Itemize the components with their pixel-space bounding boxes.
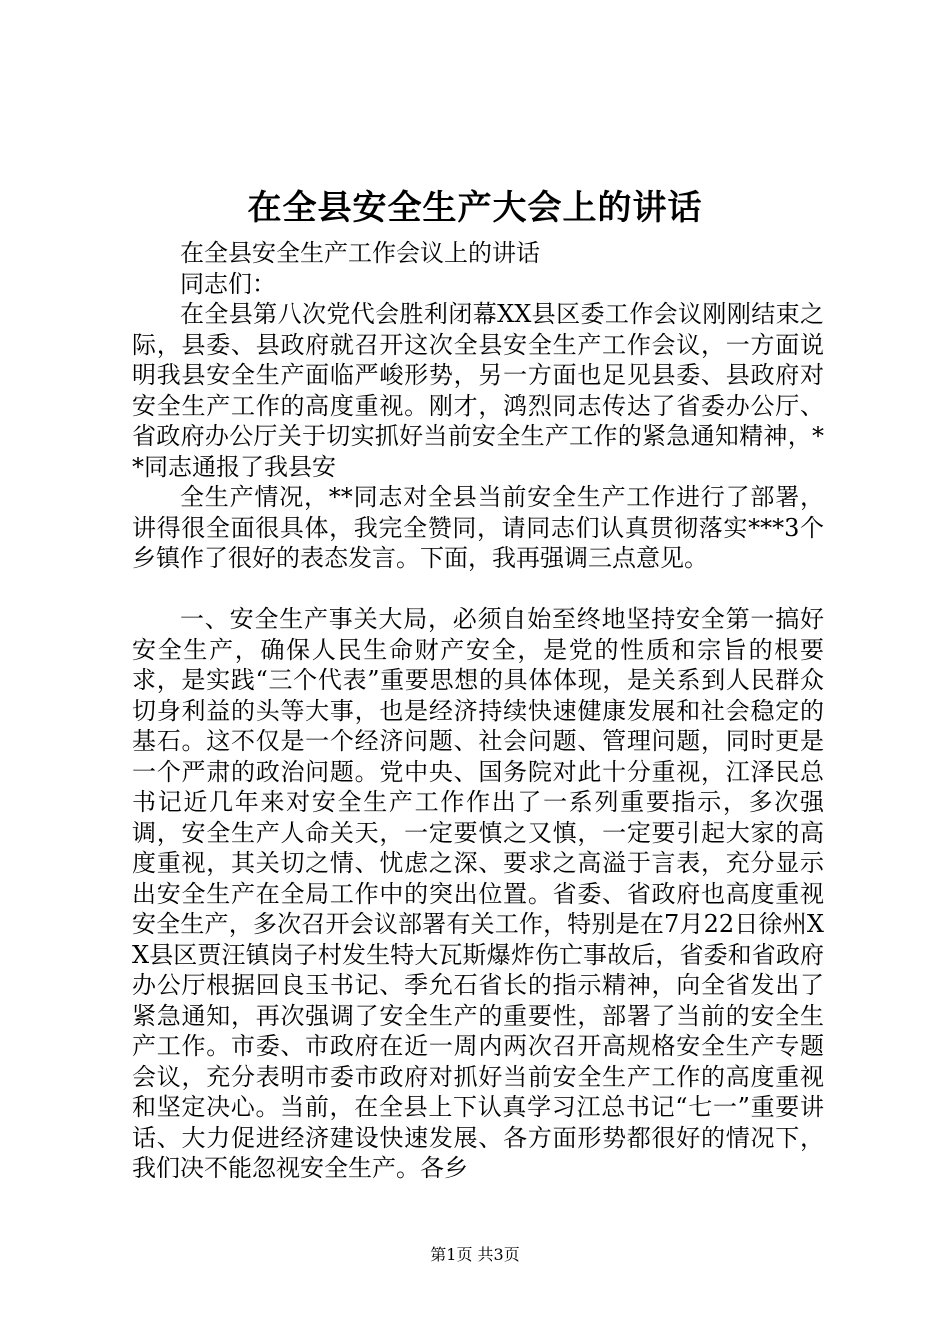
document-body xyxy=(132,238,824,1184)
document-title: 在全县安全生产大会上的讲话 xyxy=(247,188,703,228)
salutation-paragraph: 同志们： xyxy=(180,269,276,298)
body-paragraph: 在全县第八次党代会胜利闭幕XX县区委工作会议刚刚结束之际，县委、县政府就召开这次全县安全生产工作会议，一方面说明我县安全生产面临严峻形势，另一方面也足见县委、县政府对安全生产工作的高度重视。刚才，鸿烈同志传达了省委办公厅、省政府办公厅关于切实抓好当前安全生产工作的紧急通知精神，**同志通报了我县安 xyxy=(132,300,824,481)
page-number-footer: 第1页 共3页 xyxy=(430,1245,520,1264)
body-paragraph: 一、安全生产事关大局，必须自始至终地坚持安全第一搞好安全生产，确保人民生命财产安全，是党的性质和宗旨的根要求，是实践“三个代表”重要思想的具体体现，是关系到人民群众切身利益的头等大事，也是经济持续快速健康发展和社会稳定的基石。这不仅是一个经济问题、社会问题、管理问题，同时更是一个严肃的政治问题。党中央、国务院对此十分重视，江泽民总书记近几年来对安全生产工作作出了一系列重要指示，多次强调，安全生产人命关天，一定要慎之又慎，一定要引起大家的高度重视，其关切之情、忧虑之深、要求之高溢于言表，充分显示出安全生产在全局工作中的突出位置。省委、省政府也高度重视安全生产，多次召开会议部署有关工作，特别是在7月22日徐州XX县区贾汪镇岗子村发生特大瓦斯爆炸伤亡事故后，省委和省政府办公厅根据回良玉书记、季允石省长的指示精神，向全省发出了紧急通知，再次强调了安全生产的重要性，部署了当前的安全生产工作。市委、市政府在近一周内两次召开高规格安全生产专题会议，充分表明市委市政府对抓好当前安全生产工作的高度重视和坚定决心。当前，在全县上下认真学习江总书记“七一”重要讲话、大力促进经济建设快速发展、各方面形势都很好的情况下，我们决不能忽视安全生产。各乡 xyxy=(132,605,824,1182)
body-paragraph: 全生产情况，**同志对全县当前安全生产工作进行了部署，讲得很全面很具体，我完全赞同，请同志们认真贯彻落实***3个乡镇作了很好的表态发言。下面，我再强调三点意见。 xyxy=(132,483,824,572)
paragraph-spacer xyxy=(132,574,824,605)
subtitle-paragraph: 在全县安全生产工作会议上的讲话 xyxy=(180,239,540,267)
